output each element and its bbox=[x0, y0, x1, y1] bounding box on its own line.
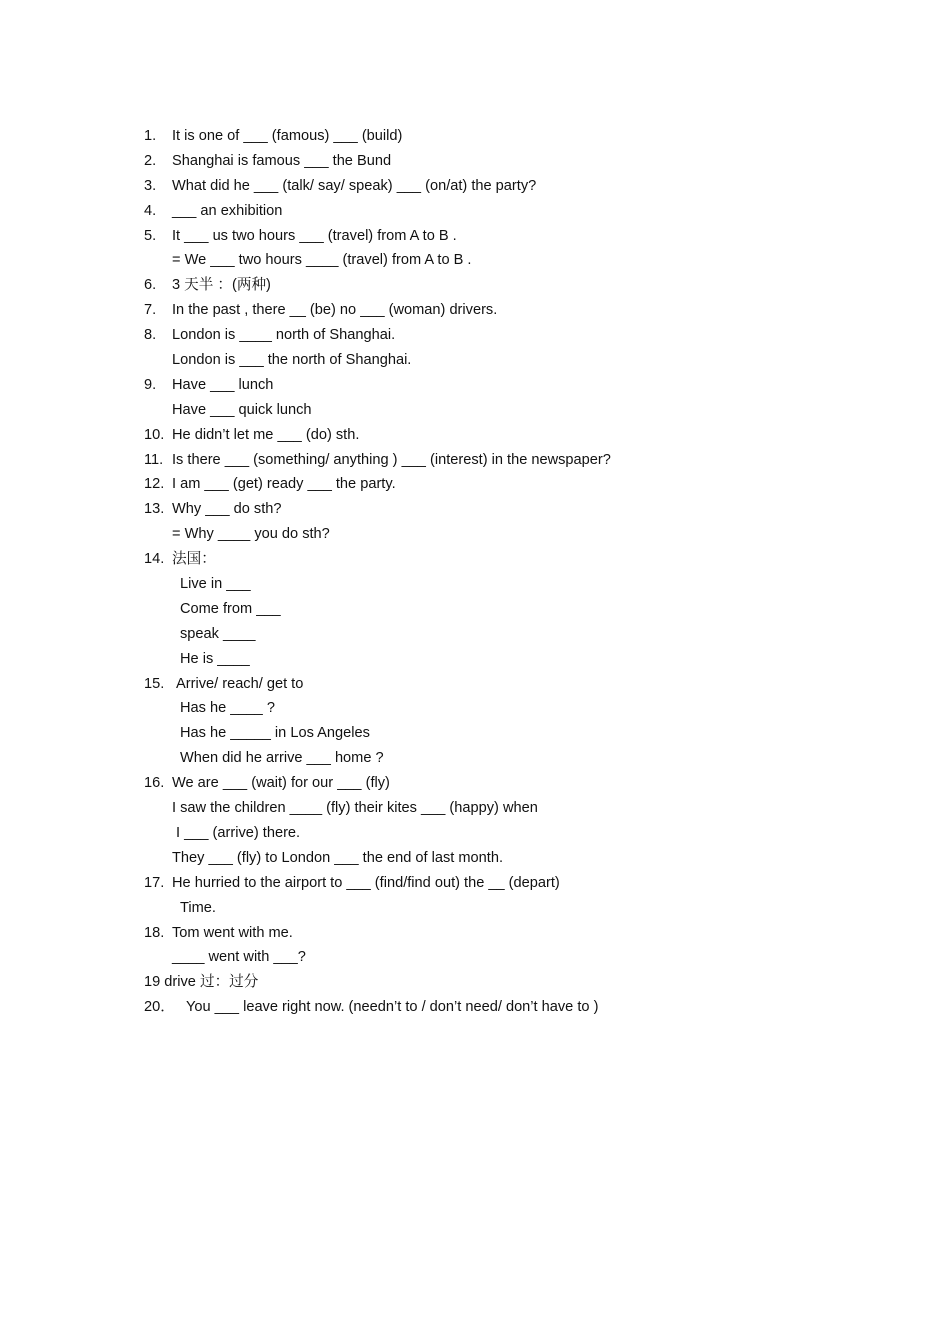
list-item bbox=[144, 472, 844, 497]
item-text: I saw the children ____ (fly) their kites ___ (happy) when bbox=[172, 800, 538, 817]
list-item-continuation bbox=[144, 721, 844, 746]
item-text: London is ____ north of Shanghai. bbox=[172, 327, 396, 344]
list-item bbox=[144, 423, 844, 448]
item-text: It ___ us two hours ___ (travel) from A to B . bbox=[172, 227, 457, 244]
list-item bbox=[144, 970, 844, 995]
item-text: = We ___ two hours ____ (travel) from A to B . bbox=[172, 252, 472, 269]
item-text: speak ____ bbox=[180, 625, 256, 642]
item-number: 10. bbox=[144, 426, 165, 443]
item-text: He is ____ bbox=[180, 650, 250, 667]
item-text: In the past , there __ (be) no ___ (woman) drivers. bbox=[172, 302, 498, 319]
list-item-continuation bbox=[144, 572, 844, 597]
exercise-list bbox=[144, 124, 844, 1020]
list-item bbox=[144, 199, 844, 224]
list-item-continuation bbox=[144, 696, 844, 721]
item-text: We are ___ (wait) for our ___ (fly) bbox=[172, 775, 390, 792]
list-item bbox=[144, 497, 844, 522]
item-text: Come from ___ bbox=[180, 600, 281, 617]
item-text: When did he arrive ___ home ? bbox=[180, 750, 384, 767]
list-item-continuation bbox=[144, 248, 844, 273]
item-number: 4. bbox=[144, 202, 157, 219]
list-item bbox=[144, 273, 844, 298]
list-item-continuation bbox=[144, 647, 844, 672]
item-text: It is one of ___ (famous) ___ (build) bbox=[172, 128, 403, 144]
item-number: 2. bbox=[144, 152, 157, 169]
list-item-continuation bbox=[144, 597, 844, 622]
item-text: London is ___ the north of Shanghai. bbox=[172, 352, 412, 369]
list-item-continuation bbox=[144, 622, 844, 647]
item-text: ____ went with ___? bbox=[172, 949, 306, 966]
item-text: 法国： bbox=[172, 551, 216, 568]
item-text: You ___ leave right now. (needn’t to / don’t need/ don’t have to ) bbox=[186, 999, 599, 1016]
item-number: 20． bbox=[144, 999, 175, 1016]
item-number: 1. bbox=[144, 128, 157, 144]
item-text: ___ an exhibition bbox=[172, 202, 283, 219]
item-text: Time. bbox=[180, 899, 216, 916]
list-item-continuation bbox=[144, 821, 844, 846]
item-text: I am ___ (get) ready ___ the party. bbox=[172, 476, 396, 493]
list-item-continuation bbox=[144, 746, 844, 771]
list-item bbox=[144, 871, 844, 896]
item-number: 13. bbox=[144, 501, 165, 518]
item-number: 17. bbox=[144, 874, 165, 891]
item-text: Has he _____ in Los Angeles bbox=[180, 725, 370, 742]
item-number: 6. bbox=[144, 277, 157, 294]
item-number: 18. bbox=[144, 924, 165, 941]
list-item-continuation bbox=[144, 348, 844, 373]
item-number: 12. bbox=[144, 476, 165, 493]
list-item bbox=[144, 672, 844, 697]
list-item bbox=[144, 547, 844, 572]
list-item bbox=[144, 995, 844, 1020]
item-text: Arrive/ reach/ get to bbox=[176, 675, 304, 692]
item-text: = Why ____ you do sth? bbox=[172, 526, 330, 543]
item-text: They ___ (fly) to London ___ the end of last month. bbox=[172, 849, 504, 866]
list-item bbox=[144, 174, 844, 199]
item-number: 16. bbox=[144, 775, 165, 792]
item-text: Have ___ lunch bbox=[172, 376, 274, 393]
item-text: Live in ___ bbox=[180, 576, 251, 593]
item-text: 19 drive 过：过分 bbox=[144, 974, 259, 991]
item-text: Has he ____ ? bbox=[180, 700, 275, 717]
item-number: 14. bbox=[144, 551, 165, 568]
list-item bbox=[144, 373, 844, 398]
item-text: Tom went with me. bbox=[172, 924, 293, 941]
item-text: 3 天半 ：(两种) bbox=[172, 277, 271, 294]
item-text: What did he ___ (talk/ say/ speak) ___ (on/at) the party? bbox=[172, 177, 537, 194]
list-item bbox=[144, 448, 844, 473]
list-item-continuation bbox=[144, 398, 844, 423]
list-item-continuation bbox=[144, 522, 844, 547]
item-number: 11. bbox=[144, 451, 164, 468]
item-text: I ___ (arrive) there. bbox=[176, 824, 301, 841]
list-item bbox=[144, 921, 844, 946]
list-item-continuation bbox=[144, 945, 844, 970]
list-item-continuation bbox=[144, 896, 844, 921]
list-item bbox=[144, 771, 844, 796]
item-text: Have ___ quick lunch bbox=[172, 401, 312, 418]
item-number: 15. bbox=[144, 675, 165, 692]
list-item bbox=[144, 323, 844, 348]
item-number: 9. bbox=[144, 376, 157, 393]
item-text: Why ___ do sth? bbox=[172, 501, 282, 518]
item-text: Shanghai is famous ___ the Bund bbox=[172, 152, 392, 169]
item-number: 5. bbox=[144, 227, 157, 244]
item-text: He hurried to the airport to ___ (find/find out) the __ (depart) bbox=[172, 874, 560, 891]
list-item bbox=[144, 124, 844, 149]
item-number: 3. bbox=[144, 177, 157, 194]
list-item bbox=[144, 298, 844, 323]
item-number: 8. bbox=[144, 327, 157, 344]
list-item-continuation bbox=[144, 846, 844, 871]
item-number: 7. bbox=[144, 302, 157, 319]
list-item bbox=[144, 149, 844, 174]
list-item-continuation bbox=[144, 796, 844, 821]
item-text: He didn’t let me ___ (do) sth. bbox=[172, 426, 360, 443]
item-text: Is there ___ (something/ anything ) ___ (interest) in the newspaper? bbox=[172, 451, 611, 468]
list-item bbox=[144, 224, 844, 249]
